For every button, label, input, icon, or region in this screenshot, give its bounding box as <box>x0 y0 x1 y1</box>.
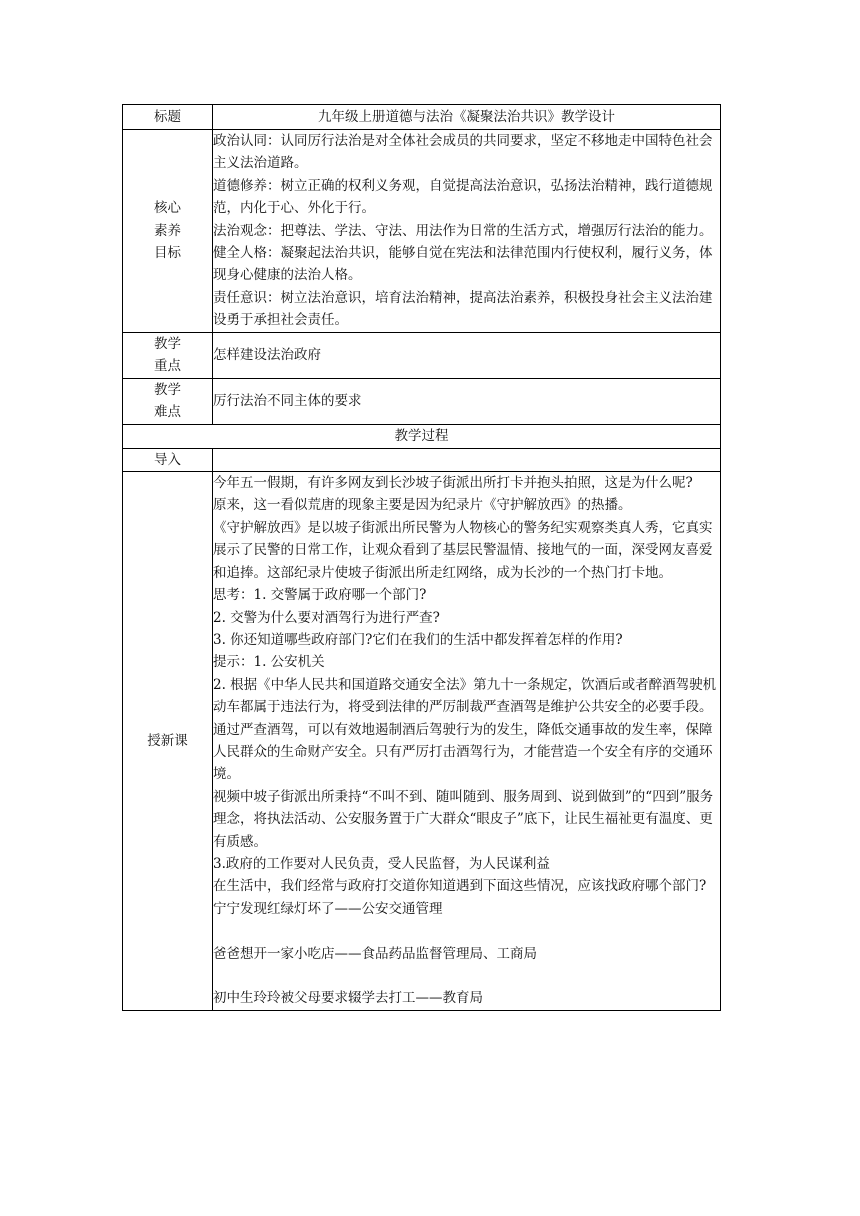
core-goals-label-line: 目标 <box>154 245 181 262</box>
new-lesson-label: 授新课 <box>147 732 188 749</box>
new-lesson-label-cell <box>123 472 213 1011</box>
intro-label-cell <box>123 448 213 471</box>
title-row <box>123 105 721 130</box>
lesson-question: 3. 你还知道哪些政府部门?它们在我们的生活中都发挥着怎样的作用? <box>213 631 623 648</box>
goal-responsibility: 责任意识：树立法治意识，培育法治精神，提高法治素养，积极投身社会主义法治建设勇于承担社会责任。 <box>213 289 713 329</box>
lesson-case: 爸爸想开一家小吃店——食品药品监督管理局、工商局 <box>213 945 537 962</box>
difficulty-row <box>123 378 721 424</box>
lesson-paragraph: 《守护解放西》是以坡子街派出所民警为人物核心的警务纪实观察类真人秀，它真实展示了民警的日常工作，让观众看到了基层民警温情、接地气的一面，深受网友喜爱和追捧。这部纪录片使坡子街派出所走红网络，成为长沙的一个热门打卡地。 <box>213 519 713 581</box>
lesson-paragraph: 在生活中，我们经常与政府打交道你知道遇到下面这些情况，应该找政府哪个部门? <box>213 878 707 895</box>
goal-sound-personality: 健全人格：凝聚起法治共识，能够自觉在宪法和法律范围内行使权利，履行义务，体现身心健康的法治人格。 <box>213 245 713 284</box>
key-point-row <box>123 332 721 378</box>
intro-label: 导入 <box>154 451 181 468</box>
lesson-paragraph: 今年五一假期，有许多网友到长沙坡子街派出所打卡并抱头拍照，这是为什么呢? <box>213 475 693 492</box>
core-goals-label-line: 素养 <box>154 222 181 239</box>
key-point-label-line: 教学 <box>154 335 181 352</box>
process-header-row <box>123 424 721 448</box>
lesson-plan-table <box>122 104 721 1011</box>
difficulty-label-line: 教学 <box>154 381 181 398</box>
goal-rule-of-law-concept: 法治观念：把尊法、学法、守法、用法作为日常的生活方式，增强厉行法治的能力。 <box>213 222 713 239</box>
intro-content-cell <box>213 448 721 471</box>
key-point-label-line: 重点 <box>154 358 181 375</box>
lesson-paragraph: 视频中坡子街派出所秉持“不叫不到、随叫随到、服务周到、说到做到”的“四到”服务理念，将执法活动、公安服务置于广大群众“眼皮子”底下，让民生福祉更有温度、更有质感。 <box>213 788 714 850</box>
lesson-hint: 3.政府的工作要对人民负责，受人民监督，为人民谋利益 <box>213 855 550 872</box>
lesson-paragraph: 原来，这一看似荒唐的现象主要是因为纪录片《守护解放西》的热播。 <box>213 497 632 514</box>
difficulty-text: 厉行法治不同主体的要求 <box>213 392 362 409</box>
title-value-cell <box>213 105 721 130</box>
title-label-cell <box>123 105 213 130</box>
difficulty-content-cell <box>213 378 721 424</box>
new-lesson-content-cell <box>213 472 721 1011</box>
difficulty-label-cell <box>123 378 213 424</box>
blank-line <box>213 965 720 987</box>
lesson-case: 宁宁发现红绿灯坏了——公安交通管理 <box>213 900 443 917</box>
core-goals-content-cell <box>213 130 721 333</box>
key-point-content-cell <box>213 332 721 378</box>
process-header: 教学过程 <box>394 427 449 444</box>
core-goals-label-line: 核心 <box>154 200 181 217</box>
key-point-text: 怎样建设法治政府 <box>213 346 321 363</box>
difficulty-label-line: 难点 <box>154 404 181 421</box>
key-point-label-cell <box>123 332 213 378</box>
lesson-case: 初中生玲玲被父母要求辍学去打工——教育局 <box>213 990 483 1007</box>
document-title: 九年级上册道德与法治《凝聚法治共识》教学设计 <box>318 108 615 125</box>
intro-row <box>123 448 721 471</box>
goal-moral-cultivation: 道德修养：树立正确的权利义务观，自觉提高法治意识，弘扬法治精神，践行道德规范，内化于心、外化于行。 <box>213 177 713 217</box>
lesson-question: 思考：1. 交警属于政府哪一个部门? <box>213 587 427 604</box>
new-lesson-row <box>123 472 721 1011</box>
core-goals-label-cell <box>123 130 213 333</box>
lesson-question: 2. 交警为什么要对酒驾行为进行严查? <box>213 609 440 626</box>
blank-line <box>213 920 720 942</box>
process-header-cell <box>123 424 721 448</box>
lesson-hint: 提示：1. 公安机关 <box>213 654 325 671</box>
core-goals-row <box>123 130 721 333</box>
goal-political-identity: 政治认同：认同厉行法治是对全体社会成员的共同要求，坚定不移地走中国特色社会主义法治道路。 <box>213 133 713 172</box>
lesson-hint: 2. 根据《中华人民共和国道路交通安全法》第九十一条规定，饮酒后或者醉酒驾驶机动车都属于违法行为，将受到法律的严厉制裁严查酒驾是维护公共安全的必要手段。通过严查酒驾，可以有效地遏制酒后驾驶行为的发生，降低交通事故的发生率，保障人民群众的生命财产安全。只有严厉打击酒驾行为，才能营造一个安全有序的交通环境。 <box>213 676 717 783</box>
title-label: 标题 <box>154 108 181 125</box>
